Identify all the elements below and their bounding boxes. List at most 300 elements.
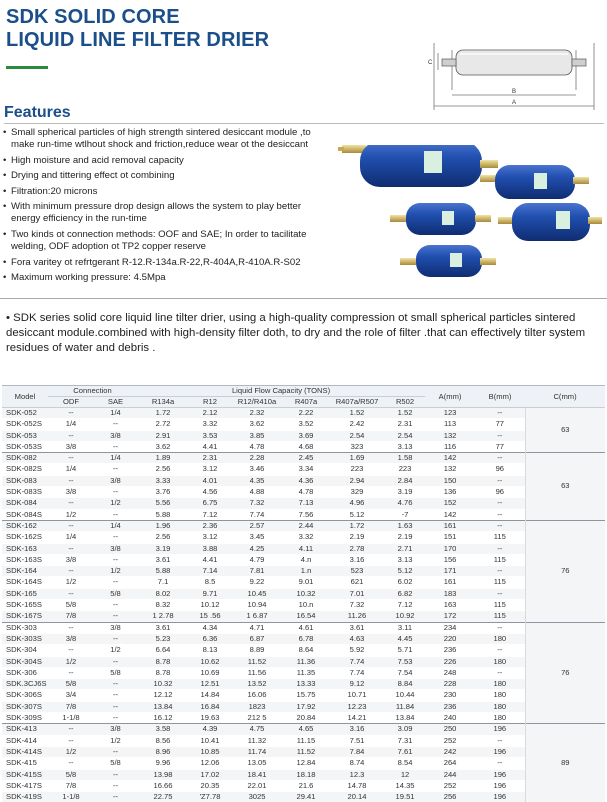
table-cell: 228	[425, 679, 475, 690]
table-row	[2, 611, 605, 622]
table-cell: 4.35	[231, 475, 283, 486]
table-cell: 6.87	[231, 633, 283, 644]
table-cell: 6.78	[283, 633, 329, 644]
table-cell: 8.96	[137, 746, 189, 757]
title-accent-rule	[6, 66, 48, 69]
table-cell: 3.76	[137, 487, 189, 498]
table-cell: 621	[329, 577, 385, 588]
table-cell: 142	[425, 509, 475, 520]
table-cell: --	[48, 408, 94, 419]
table-row	[2, 735, 605, 746]
table-cell: 163	[425, 600, 475, 611]
table-cell: --	[475, 735, 525, 746]
table-cell: --	[94, 633, 137, 644]
dimension-diagram	[424, 40, 604, 112]
table-row	[2, 408, 605, 419]
header-r502: R502	[385, 397, 425, 408]
table-cell: 7.12	[385, 600, 425, 611]
table-cell: 7.74	[231, 509, 283, 520]
table-cell: 1/4	[94, 453, 137, 464]
table-cell: 10.45	[231, 588, 283, 599]
table-cell: 196	[475, 746, 525, 757]
table-cell: 12.51	[189, 679, 231, 690]
table-cell: 523	[329, 566, 385, 577]
bullet-glyph: •	[6, 312, 13, 324]
table-cell: 2.42	[329, 419, 385, 430]
cell-model: SDK-413	[2, 724, 48, 735]
table-cell: 11.36	[283, 656, 329, 667]
table-cell: 2.22	[283, 408, 329, 419]
table-cell: 4.25	[231, 543, 283, 554]
table-cell: 13.33	[283, 679, 329, 690]
table-cell: 180	[475, 656, 525, 667]
table-cell: 132	[425, 430, 475, 441]
table-cell: 180	[475, 713, 525, 724]
table-cell: 1.69	[329, 453, 385, 464]
table-cell: 3.53	[189, 430, 231, 441]
table-cell: 7/8	[48, 780, 94, 791]
table-cell: 170	[425, 543, 475, 554]
table-cell: --	[48, 430, 94, 441]
table-cell: 1-1/8	[48, 713, 94, 724]
table-cell: 1/2	[94, 735, 137, 746]
table-cell: 5.88	[137, 509, 189, 520]
table-cell: 1823	[231, 701, 283, 712]
table-cell: 4.61	[283, 622, 329, 633]
feature-item: • With minimum pressure drop design allows the system to play better energy efficiency in the run-time	[2, 201, 332, 225]
table-cell: 142	[425, 453, 475, 464]
cell-model: SDK-164S	[2, 577, 48, 588]
table-cell: 171	[425, 566, 475, 577]
table-row	[2, 419, 605, 430]
table-cell: 3.34	[283, 464, 329, 475]
table-cell: 3.16	[329, 554, 385, 565]
table-cell: 9.01	[283, 577, 329, 588]
table-cell: 19.51	[385, 792, 425, 802]
table-cell: 11.56	[231, 667, 283, 678]
table-cell: 4.75	[231, 724, 283, 735]
table-cell: 226	[425, 656, 475, 667]
table-cell: 3.12	[189, 464, 231, 475]
table-cell: 5.56	[137, 498, 189, 509]
cell-model: SDK-083	[2, 475, 48, 486]
table-cell: 12.06	[189, 758, 231, 769]
cell-model: SDK-162	[2, 520, 48, 531]
table-cell: 2.19	[329, 532, 385, 543]
table-cell: 6.36	[189, 633, 231, 644]
table-cell: 10.32	[137, 679, 189, 690]
table-cell: 230	[425, 690, 475, 701]
table-cell: 3.85	[231, 430, 283, 441]
table-cell: 14.78	[329, 780, 385, 791]
table-cell: --	[94, 600, 137, 611]
table-cell: 329	[329, 487, 385, 498]
table-cell: 2.71	[385, 543, 425, 554]
table-cell: 8.32	[137, 600, 189, 611]
table-cell: 16.06	[231, 690, 283, 701]
table-cell: 3.61	[329, 622, 385, 633]
table-cell: 1/2	[94, 645, 137, 656]
table-cell: --	[94, 577, 137, 588]
cell-model: SDK-304S	[2, 656, 48, 667]
table-cell: 4.n	[283, 554, 329, 565]
table-row	[2, 690, 605, 701]
spec-table-body	[2, 408, 605, 802]
table-cell: 5/8	[94, 588, 137, 599]
table-cell: 14.35	[385, 780, 425, 791]
table-cell: 9.96	[137, 758, 189, 769]
table-cell: 18.41	[231, 769, 283, 780]
table-cell: 5/8	[48, 679, 94, 690]
table-cell: --	[475, 645, 525, 656]
table-cell: --	[475, 498, 525, 509]
table-cell: 5.71	[385, 645, 425, 656]
cell-model: SDK-303S	[2, 633, 48, 644]
cell-model: SDK-419S	[2, 792, 48, 802]
table-cell: 7.84	[329, 746, 385, 757]
table-row	[2, 509, 605, 520]
table-cell: --	[475, 475, 525, 486]
table-cell: --	[475, 453, 525, 464]
table-cell: --	[475, 566, 525, 577]
table-cell: 10.85	[189, 746, 231, 757]
cell-model: SDK-053	[2, 430, 48, 441]
table-row	[2, 746, 605, 757]
table-cell: 3.62	[137, 441, 189, 452]
header-r134a: R134a	[137, 397, 189, 408]
table-cell: 4.01	[189, 475, 231, 486]
table-cell: 5.92	[329, 645, 385, 656]
table-cell: 77	[475, 419, 525, 430]
table-cell: 2.31	[189, 453, 231, 464]
table-cell: 1.63	[385, 520, 425, 531]
table-cell: 4.65	[283, 724, 329, 735]
table-row	[2, 498, 605, 509]
table-cell: 3.11	[385, 622, 425, 633]
table-cell: --	[48, 758, 94, 769]
table-cell: 3.32	[283, 532, 329, 543]
feature-item: • Two kinds ot connection methods: OOF and SAE; In order to tacilitate welding, ODF adoption ot TP2 copper reserve	[2, 229, 332, 253]
cell-model: SDK-163	[2, 543, 48, 554]
table-row	[2, 667, 605, 678]
table-cell: 116	[425, 441, 475, 452]
table-cell: 'Z7.78	[189, 792, 231, 802]
table-row	[2, 645, 605, 656]
table-cell: 150	[425, 475, 475, 486]
table-cell: 96	[475, 487, 525, 498]
table-cell: 16.54	[283, 611, 329, 622]
table-cell: 3.09	[385, 724, 425, 735]
table-cell: --	[94, 532, 137, 543]
table-cell: 4.88	[231, 487, 283, 498]
table-cell: --	[48, 543, 94, 554]
table-cell: 7/8	[48, 701, 94, 712]
table-cell: 2.56	[137, 464, 189, 475]
table-row	[2, 543, 605, 554]
table-cell: 115	[475, 611, 525, 622]
table-cell: 1/4	[48, 532, 94, 543]
table-cell: 252	[425, 780, 475, 791]
header-c: C(mm)	[525, 386, 605, 408]
table-cell: 10.12	[189, 600, 231, 611]
table-cell: 1.96	[137, 520, 189, 531]
feature-item: • Fora varitey ot refrtgerant R-12.R-134a.R-22,R-404A,R-410A.R-S02	[2, 257, 332, 269]
table-cell: 20.14	[329, 792, 385, 802]
table-cell: 2.54	[385, 430, 425, 441]
table-row	[2, 633, 605, 644]
header-odf: ODF	[48, 397, 94, 408]
table-cell: --	[94, 487, 137, 498]
table-row	[2, 679, 605, 690]
table-cell: --	[48, 498, 94, 509]
table-cell: 180	[475, 679, 525, 690]
table-cell: 11.84	[385, 701, 425, 712]
header-sae: SAE	[94, 397, 137, 408]
table-cell: 4.11	[283, 543, 329, 554]
table-cell: 3.19	[137, 543, 189, 554]
table-cell: 7.56	[283, 509, 329, 520]
table-row	[2, 441, 605, 452]
table-cell: 1/2	[48, 746, 94, 757]
spec-table	[2, 385, 605, 802]
table-cell: 4.68	[283, 441, 329, 452]
spec-table-header	[2, 386, 605, 408]
cell-model: SDK-306	[2, 667, 48, 678]
table-cell: 7/8	[48, 611, 94, 622]
table-cell: 10.71	[329, 690, 385, 701]
header-model: Model	[2, 386, 48, 408]
cell-model: SDK-309S	[2, 713, 48, 724]
table-cell: --	[94, 419, 137, 430]
cell-c-dimension: 76	[525, 622, 605, 724]
table-cell: 3/8	[48, 441, 94, 452]
table-cell: 1.58	[385, 453, 425, 464]
table-cell: --	[94, 464, 137, 475]
table-cell: 123	[425, 408, 475, 419]
table-cell: 29.41	[283, 792, 329, 802]
cell-model: SDK-084	[2, 498, 48, 509]
table-cell: 8.02	[137, 588, 189, 599]
table-cell: 223	[329, 464, 385, 475]
features-divider	[4, 123, 604, 124]
table-row	[2, 487, 605, 498]
table-row	[2, 430, 605, 441]
table-cell: 17.02	[189, 769, 231, 780]
table-cell: 1.n	[283, 566, 329, 577]
table-cell: --	[94, 690, 137, 701]
feature-item: • Filtration:20 microns	[2, 186, 332, 198]
table-cell: 7.74	[329, 667, 385, 678]
table-cell: 223	[385, 464, 425, 475]
table-cell: 136	[425, 487, 475, 498]
table-cell: 10.92	[385, 611, 425, 622]
cell-model: SDK-052	[2, 408, 48, 419]
cell-model: SDK-417S	[2, 780, 48, 791]
drier-small-center	[390, 203, 491, 235]
table-cell: 3.33	[137, 475, 189, 486]
cell-model: SDK-162S	[2, 532, 48, 543]
table-cell: 3/8	[94, 622, 137, 633]
table-cell: --	[94, 679, 137, 690]
table-cell: 7.1	[137, 577, 189, 588]
table-cell: 236	[425, 645, 475, 656]
table-cell: 240	[425, 713, 475, 724]
table-cell: 3/8	[94, 724, 137, 735]
table-cell: 3.69	[283, 430, 329, 441]
table-row	[2, 464, 605, 475]
table-cell: 2.31	[385, 419, 425, 430]
table-cell: 1.89	[137, 453, 189, 464]
table-cell: 1/2	[48, 509, 94, 520]
table-cell: 13.52	[231, 679, 283, 690]
table-cell: 3025	[231, 792, 283, 802]
table-cell: 161	[425, 577, 475, 588]
table-cell: 5/8	[94, 667, 137, 678]
table-cell: 10.44	[385, 690, 425, 701]
table-cell: 2.72	[137, 419, 189, 430]
table-cell: --	[475, 758, 525, 769]
table-cell: --	[94, 769, 137, 780]
table-cell: --	[94, 701, 137, 712]
table-row	[2, 769, 605, 780]
table-cell: 3.61	[137, 622, 189, 633]
table-cell: --	[475, 509, 525, 520]
cell-model: SDK-167S	[2, 611, 48, 622]
table-cell: 2.32	[231, 408, 283, 419]
table-cell: 115	[475, 600, 525, 611]
table-cell: 1 6.87	[231, 611, 283, 622]
table-cell: 16.66	[137, 780, 189, 791]
cell-model: SDK.3CJ6S	[2, 679, 48, 690]
cell-model: SDK-306S	[2, 690, 48, 701]
header-b: B(mm)	[475, 386, 525, 408]
section-divider	[0, 298, 607, 299]
table-cell: 7.32	[329, 600, 385, 611]
table-cell: 2.36	[189, 520, 231, 531]
cell-model: SDK-415	[2, 758, 48, 769]
table-cell: --	[48, 475, 94, 486]
table-cell: --	[475, 588, 525, 599]
table-cell: 4.79	[231, 554, 283, 565]
table-cell: --	[475, 667, 525, 678]
table-row	[2, 724, 605, 735]
table-cell: --	[475, 622, 525, 633]
table-cell: 2.45	[283, 453, 329, 464]
header-flow-capacity: Liquid Flow Capacity (TONS)	[137, 386, 425, 397]
header-r407a-r507: R407a/R507	[329, 397, 385, 408]
table-cell: 8.13	[189, 645, 231, 656]
table-cell: 1/2	[94, 498, 137, 509]
cell-model: SDK-307S	[2, 701, 48, 712]
table-cell: 1/4	[48, 464, 94, 475]
table-cell: --	[48, 645, 94, 656]
table-cell: 11.32	[231, 735, 283, 746]
table-cell: 3.45	[231, 532, 283, 543]
table-cell: 252	[425, 735, 475, 746]
table-cell: 7.61	[385, 746, 425, 757]
drier-medium	[480, 165, 589, 199]
table-row	[2, 453, 605, 464]
table-cell: --	[94, 509, 137, 520]
table-cell: 7.32	[231, 498, 283, 509]
cell-model: SDK-082	[2, 453, 48, 464]
table-cell: 234	[425, 622, 475, 633]
table-cell: 18.18	[283, 769, 329, 780]
table-cell: 12.23	[329, 701, 385, 712]
table-cell: 5.88	[137, 566, 189, 577]
table-cell: 15.75	[283, 690, 329, 701]
table-cell: 6.82	[385, 588, 425, 599]
table-cell: --	[48, 735, 94, 746]
table-cell: 4.76	[385, 498, 425, 509]
table-cell: 2.84	[385, 475, 425, 486]
table-cell: 180	[475, 690, 525, 701]
table-cell: 115	[475, 532, 525, 543]
table-cell: 12.12	[137, 690, 189, 701]
table-cell: 16.12	[137, 713, 189, 724]
table-cell: 3/4	[48, 690, 94, 701]
table-cell: 3.13	[385, 441, 425, 452]
table-cell: 5.12	[385, 566, 425, 577]
table-cell: --	[48, 520, 94, 531]
product-photo	[330, 145, 602, 285]
table-cell: 3.12	[189, 532, 231, 543]
table-cell: 17.92	[283, 701, 329, 712]
table-cell: 5/8	[94, 758, 137, 769]
features-list	[2, 127, 332, 288]
table-cell: 22.01	[231, 780, 283, 791]
table-cell: 13.98	[137, 769, 189, 780]
table-cell: 323	[329, 441, 385, 452]
table-cell: 1/4	[94, 408, 137, 419]
table-cell: 10.41	[189, 735, 231, 746]
table-cell: 2.54	[329, 430, 385, 441]
title-line-2: LIQUID LINE FILTER DRIER	[6, 29, 269, 52]
table-cell: 10.62	[189, 656, 231, 667]
table-cell: 3/8	[94, 430, 137, 441]
table-cell: 11.74	[231, 746, 283, 757]
diagram-label-b: B	[512, 89, 516, 95]
table-cell: 2.44	[283, 520, 329, 531]
table-cell: --	[94, 780, 137, 791]
table-cell: 3.46	[231, 464, 283, 475]
table-cell: 132	[425, 464, 475, 475]
cell-model: SDK-164	[2, 566, 48, 577]
table-row	[2, 656, 605, 667]
table-cell: 115	[475, 577, 525, 588]
table-cell: 151	[425, 532, 475, 543]
table-cell: 1 2.78	[137, 611, 189, 622]
table-cell: 11.52	[231, 656, 283, 667]
table-cell: 1-1/8	[48, 792, 94, 802]
table-cell: 14.21	[329, 713, 385, 724]
table-row	[2, 713, 605, 724]
cell-model: SDK-304	[2, 645, 48, 656]
table-cell: 4.41	[189, 554, 231, 565]
table-cell: 2.57	[231, 520, 283, 531]
table-cell: 10.69	[189, 667, 231, 678]
table-cell: 20.35	[189, 780, 231, 791]
table-cell: 77	[475, 441, 525, 452]
table-cell: 2.12	[189, 408, 231, 419]
table-cell: 10.32	[283, 588, 329, 599]
table-row	[2, 475, 605, 486]
table-cell: 3.16	[329, 724, 385, 735]
table-cell: 3.62	[231, 419, 283, 430]
table-cell: 1.72	[329, 520, 385, 531]
table-cell: 3.19	[385, 487, 425, 498]
table-cell: --	[94, 713, 137, 724]
